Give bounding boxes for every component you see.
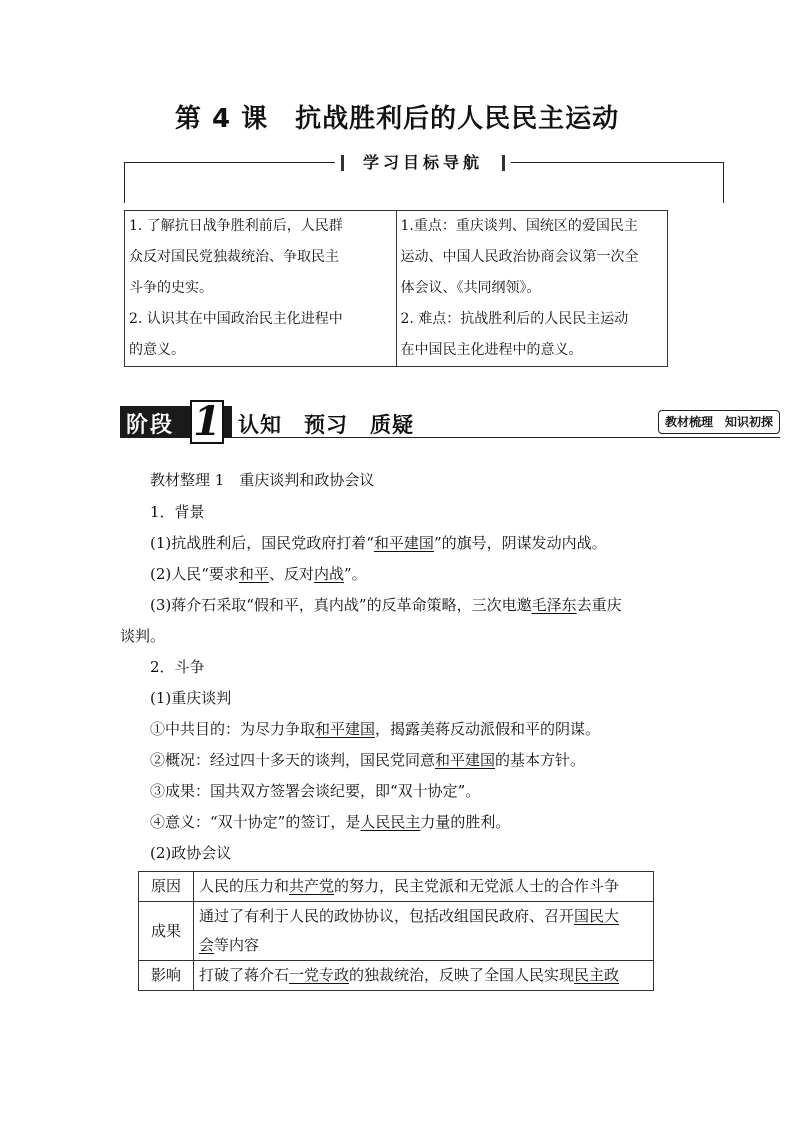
meaning-line: ④意义：“双十协定”的签订，是人民民主力量的胜利。 [150, 813, 511, 831]
stage-label: 阶段 [126, 413, 175, 438]
table-row [139, 872, 654, 902]
objective-line: 1.重点：重庆谈判、国统区的爱国民主 [400, 218, 638, 234]
row-label: 成果 [139, 902, 194, 961]
objectives-table [124, 210, 668, 367]
chongqing-heading: (1)重庆谈判 [150, 689, 232, 707]
row-content: 通过了有利于人民的政协协议，包括改组国民政府、召开国民大 会等内容 [194, 902, 654, 961]
result-line: ③成果：国共双方签署会谈纪要，即“双十协定”。 [150, 782, 481, 800]
row-content: 人民的压力和共产党的努力，民主党派和无党派人士的合作斗争 [194, 872, 654, 902]
section-heading: 教材整理 1 重庆谈判和政协会议 [150, 471, 375, 489]
background-item-3: (3)蒋介石采取“假和平，真内战”的反革命策略，三次电邀毛泽东去重庆 [150, 596, 622, 614]
stage-title: 认知 预习 质疑 [238, 413, 414, 437]
struggle-heading: 2．斗争 [150, 658, 205, 676]
objectives-cell-right [396, 211, 668, 367]
overview-line: ②概况：经过四十多天的谈判，国民党同意和平建国的基本方针。 [150, 751, 586, 769]
page-title: 第 4 课 抗战胜利后的人民民主运动 [174, 104, 620, 134]
cppcc-table [138, 871, 654, 991]
goal-line: ①中共目的：为尽力争取和平建国，揭露美蒋反动派假和平的阴谋。 [150, 720, 601, 738]
table-row [139, 961, 654, 991]
table-row [139, 902, 654, 961]
stage-badge: 教材梳理 知识初探 [658, 410, 780, 434]
objective-line: 体会议、《共同纲领》。 [400, 280, 541, 296]
background-item-1: (1)抗战胜利后，国民党政府打着“和平建国”的旗号，阴谋发动内战。 [150, 534, 607, 552]
stage-banner [120, 398, 780, 445]
objective-line: 1. 了解抗日战争胜利前后，人民群 [129, 218, 343, 234]
cppcc-heading: (2)政协会议 [150, 844, 232, 862]
background-item-2: (2)人民“要求和平、反对内战”。 [150, 565, 367, 583]
objective-line: 运动、中国人民政治协商会议第一次全 [400, 249, 639, 265]
objective-line: 斗争的史实。 [129, 280, 213, 296]
objective-line: 众反对国民党独裁统治、争取民主 [129, 249, 339, 265]
objectives-cell-left [125, 211, 397, 367]
objective-line: 2. 难点：抗战胜利后的人民民主运动 [400, 311, 629, 327]
stage-underline [232, 437, 780, 438]
learning-objectives-label: 学习目标导航 [335, 150, 511, 176]
row-label: 影响 [139, 961, 194, 991]
background-item-3-cont: 谈判。 [120, 627, 166, 645]
row-label: 原因 [139, 872, 194, 902]
objective-line: 2. 认识其在中国政治民主化进程中 [129, 311, 343, 327]
row-content: 打破了蒋介石一党专政的独裁统治，反映了全国人民实现民主政 [194, 961, 654, 991]
objective-line: 的意义。 [129, 342, 185, 358]
stage-number: 1 [190, 400, 224, 444]
background-heading: 1．背景 [150, 503, 205, 521]
objective-line: 在中国民主化进程中的意义。 [400, 342, 583, 358]
